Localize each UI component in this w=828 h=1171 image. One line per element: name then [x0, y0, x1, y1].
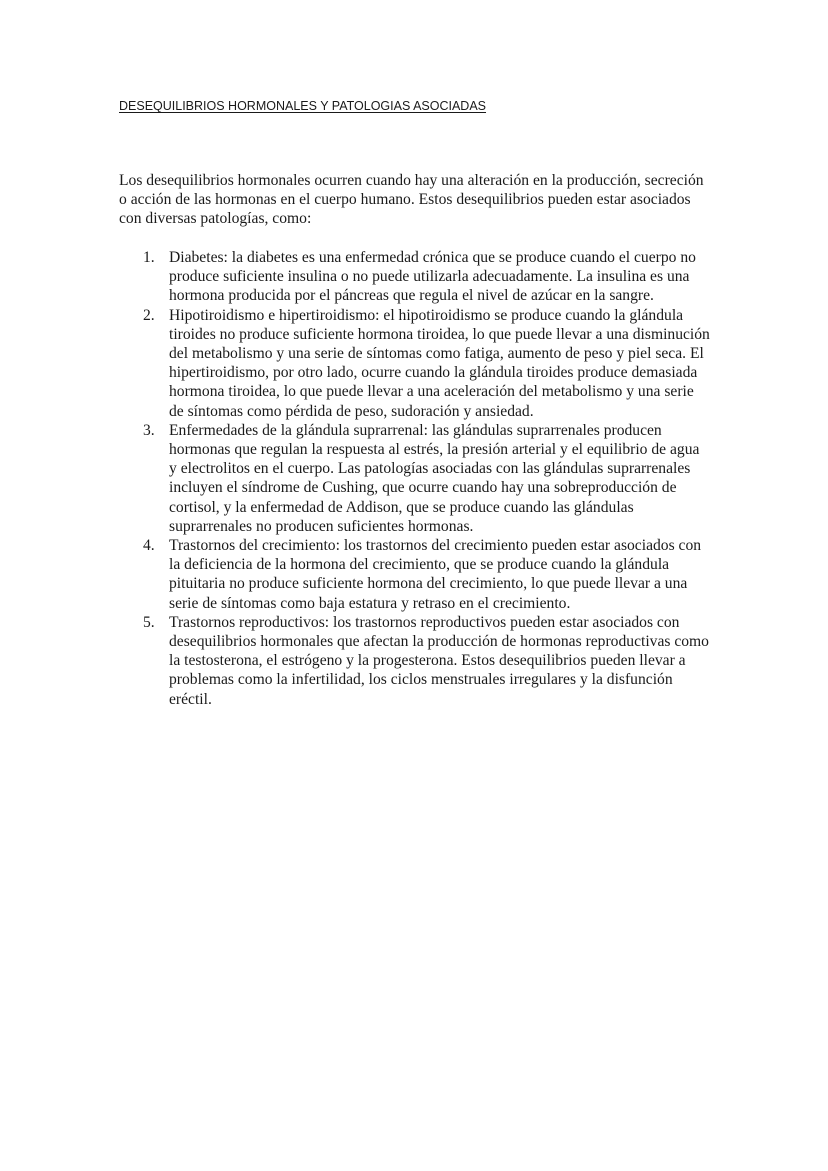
list-item-text: Hipotiroidismo e hipertiroidismo: el hipotiroidismo se produce cuando la glándula tiroides no produce suficiente hormona tiroidea, lo que puede llevar a una disminución del metabolismo y una serie de síntomas como fatiga, aumento de peso y piel seca. El hipertiroidismo, por otro lado, ocurre cuando la glándula tiroides produce demasiada hormona tiroidea, lo que puede llevar a una aceleración del metabolismo y una serie de síntomas como pérdida de peso, sudoración y ansiedad.	[169, 306, 710, 420]
list-item	[143, 421, 711, 536]
pathology-list	[143, 248, 711, 709]
list-item-number: 5.	[143, 613, 155, 631]
document-title: DESEQUILIBRIOS HORMONALES Y PATOLOGIAS ASOCIADAS	[119, 99, 487, 113]
list-item-text: Enfermedades de la glándula suprarrenal: las glándulas suprarrenales producen hormonas que regulan la respuesta al estrés, la presión arterial y el equilibrio de agua y electrolitos en el cuerpo. Las patologías asociadas con las glándulas suprarrenales incluyen el síndrome de Cushing, que ocurre cuando hay una sobreproducción de cortisol, y la enfermedad de Addison, que se produce cuando las glándulas suprarrenales no producen suficientes hormonas.	[169, 421, 700, 535]
list-item-number: 1.	[143, 249, 155, 266]
list-item-number: 2.	[143, 306, 155, 324]
intro-paragraph: Los desequilibrios hormonales ocurren cuando hay una alteración en la producción, secreción o acción de las hormonas en el cuerpo humano. Estos desequilibrios pueden estar asociados con diversas patologías, como:	[119, 172, 704, 228]
list-item-number: 3.	[143, 421, 155, 439]
list-item	[143, 306, 711, 421]
list-item-number: 4.	[143, 537, 155, 555]
list-item-text: Diabetes: la diabetes es una enfermedad crónica que se produce cuando el cuerpo no produce suficiente insulina o no puede utilizarla adecuadamente. La insulina es una hormona producida por el páncreas que regula el nivel de azúcar en la sangre.	[169, 249, 696, 305]
list-item	[143, 536, 711, 613]
list-item	[143, 613, 711, 709]
list-item-text: Trastornos reproductivos: los trastornos reproductivos pueden estar asociados con desequilibrios hormonales que afectan la producción de hormonas reproductivas como la testosterona, el estrógeno y la progesterona. Estos desequilibrios pueden llevar a problemas como la infertilidad, los ciclos menstruales irregulares y la disfunción eréctil.	[169, 613, 709, 708]
list-item-text: Trastornos del crecimiento: los trastornos del crecimiento pueden estar asociados con la deficiencia de la hormona del crecimiento, que se produce cuando la glándula pituitaria no produce suficiente hormona del crecimiento, lo que puede llevar a una serie de síntomas como baja estatura y retraso en el crecimiento.	[169, 537, 702, 612]
list-item	[143, 248, 711, 306]
